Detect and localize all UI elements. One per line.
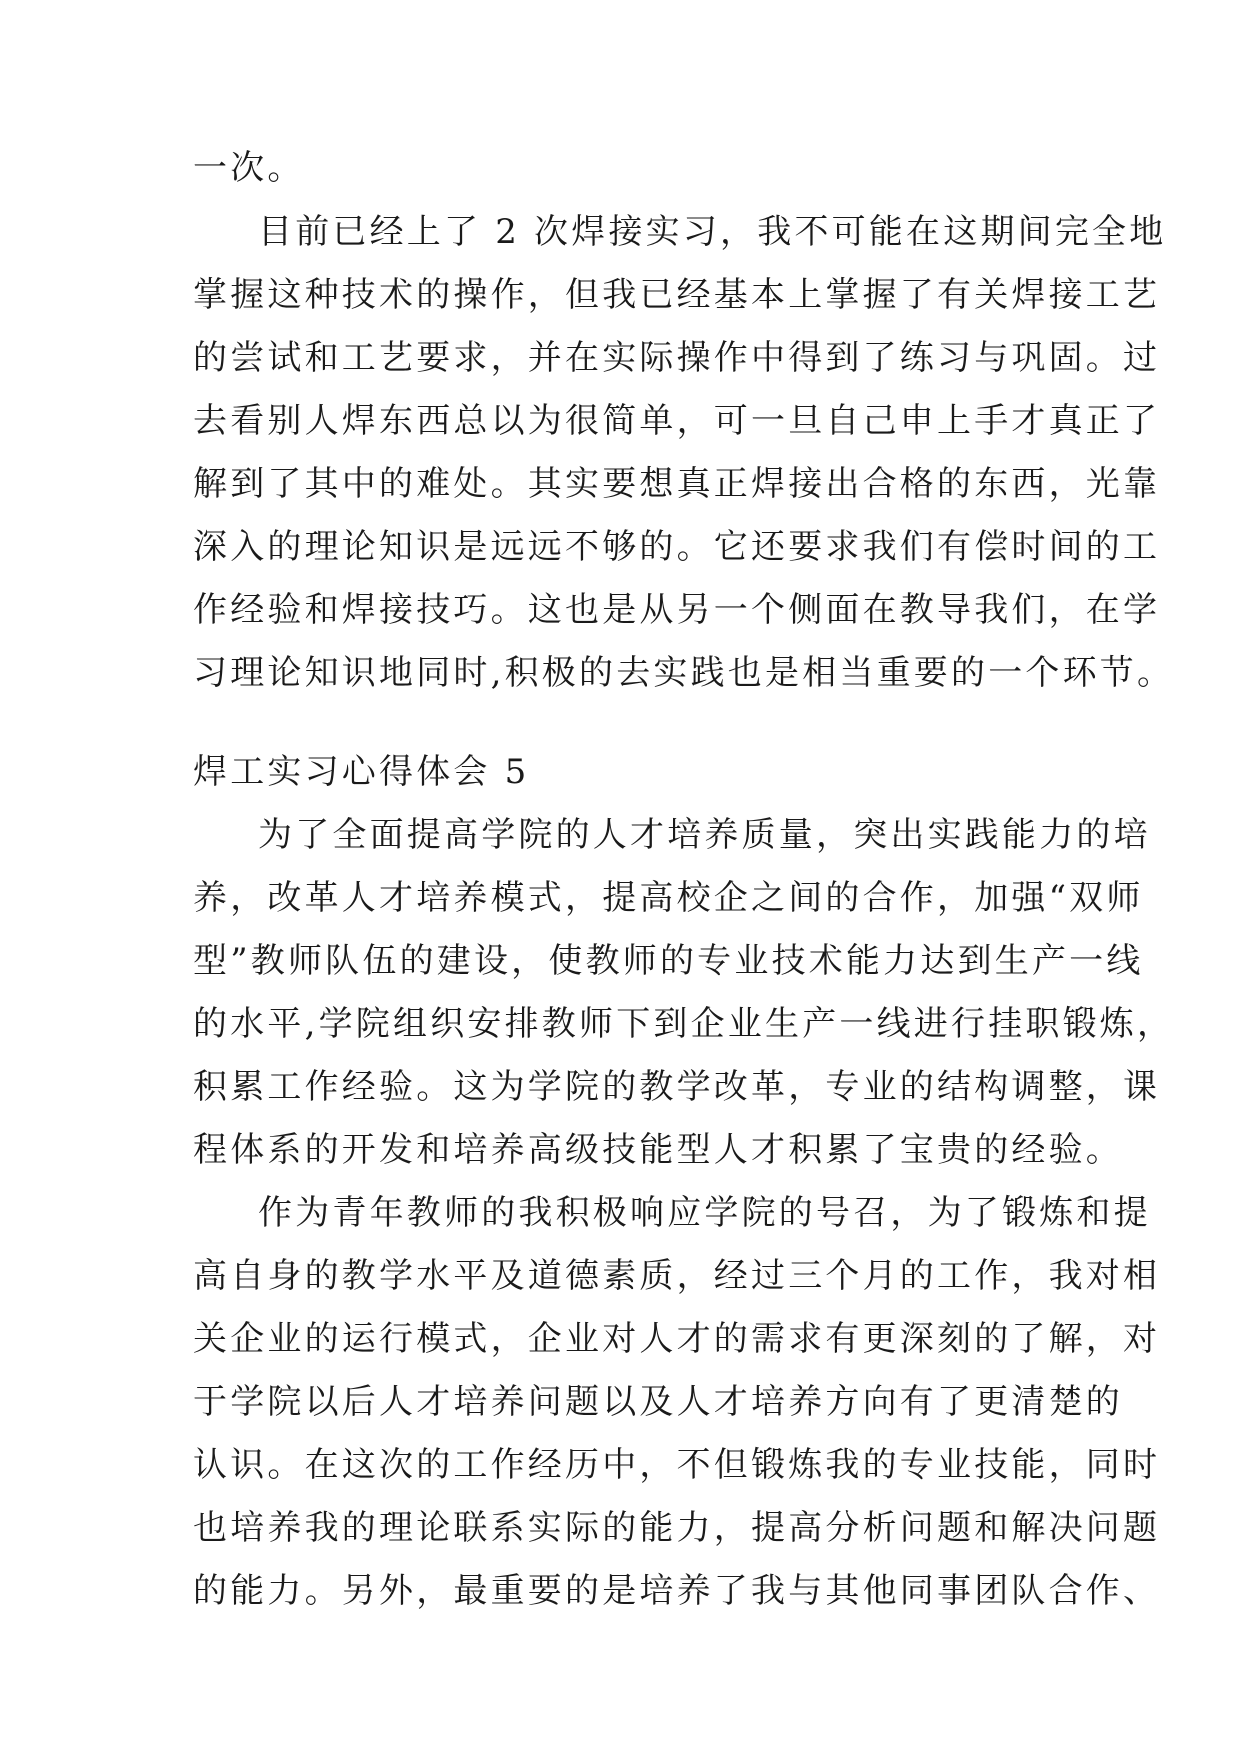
paragraph-line: 认识。在这次的工作经历中，不但锻炼我的专业技能，同时 xyxy=(193,1445,1161,1485)
paragraph-line: 的尝试和工艺要求，并在实际操作中得到了练习与巩固。过 xyxy=(193,338,1161,378)
paragraph-line: 深入的理论知识是远远不够的。它还要求我们有偿时间的工 xyxy=(193,527,1161,567)
paragraph-line: 作为青年教师的我积极响应学院的号召，为了锻炼和提 xyxy=(258,1193,1151,1233)
paragraph-line: 也培养我的理论联系实际的能力，提高分析问题和解决问题 xyxy=(193,1508,1161,1548)
paragraph-line: 于学院以后人才培养问题以及人才培养方向有了更清楚的 xyxy=(193,1382,1123,1422)
paragraph-line: 的水平,学院组织安排教师下到企业生产一线进行挂职锻炼， xyxy=(193,1004,1175,1044)
paragraph-line: 关企业的运行模式，企业对人才的需求有更深刻的了解，对 xyxy=(193,1319,1161,1359)
paragraph-line: 为了全面提高学院的人才培养质量，突出实践能力的培 xyxy=(258,815,1151,855)
section-title: 焊工实习心得体会 5 xyxy=(193,752,530,792)
paragraph-line: 掌握这种技术的操作，但我已经基本上掌握了有关焊接工艺 xyxy=(193,275,1161,315)
paragraph-line: 型”教师队伍的建设，使教师的专业技术能力达到生产一线 xyxy=(193,941,1144,981)
paragraph-line: 作经验和焊接技巧。这也是从另一个侧面在教导我们，在学 xyxy=(193,590,1161,630)
paragraph-line: 高自身的教学水平及道德素质，经过三个月的工作，我对相 xyxy=(193,1256,1161,1296)
paragraph-line: 的能力。另外，最重要的是培养了我与其他同事团队合作、 xyxy=(193,1571,1161,1611)
paragraph-line: 养，改革人才培养模式，提高校企之间的合作，加强“双师 xyxy=(193,878,1144,918)
paragraph-line: 程体系的开发和培养高级技能型人才积累了宝贵的经验。 xyxy=(193,1130,1123,1170)
paragraph-line: 解到了其中的难处。其实要想真正焊接出合格的东西，光靠 xyxy=(193,464,1161,504)
paragraph-line: 目前已经上了 2 次焊接实习，我不可能在这期间完全地 xyxy=(258,212,1167,252)
paragraph-line: 积累工作经验。这为学院的教学改革，专业的结构调整，课 xyxy=(193,1067,1161,1107)
paragraph-line: 去看别人焊东西总以为很简单，可一旦自己申上手才真正了 xyxy=(193,401,1161,441)
paragraph-line: 一次。 xyxy=(193,148,305,188)
paragraph-line: 习理论知识地同时,积极的去实践也是相当重要的一个环节。 xyxy=(193,653,1175,693)
